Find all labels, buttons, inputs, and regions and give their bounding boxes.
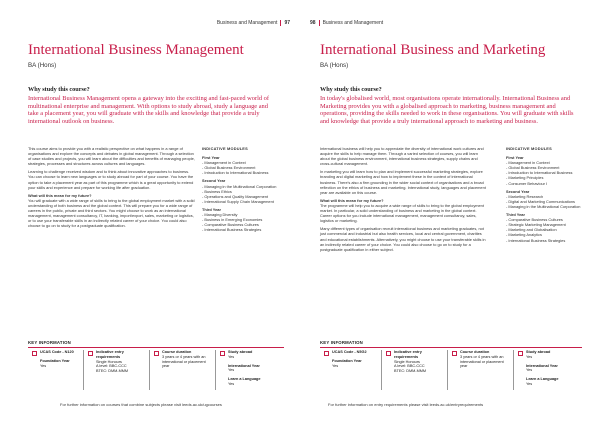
career-text: Many different types of organisation recruit international business and marketing graduates, not just commercial and industrial but also health services, local and central government, charities and educational establishments. Alternatively, you might choose to use your transferable skills in an indirectly related career of your choice. You could also choose to go on to study for a postgraduate qualification in either subject. [320, 226, 486, 252]
modules-list [506, 146, 588, 243]
course-subtitle: BA (Hons) [28, 62, 57, 69]
box-label: Course duration [460, 350, 490, 354]
ucas-code: UCAS Code - N5G2 [332, 350, 367, 354]
career-text: You will graduate with a wide range of skills to bring to the global employment market with a solid understanding of both business and the global context. This will prepare you for a wide range of careers in the public, private and third sectors. You might choose to work as an international management, management consultancy, IT, banking, import/export, sales, marketing or logistics, or to use your transferable skills in an indirectly related career of your choice. You could also choose to go on to study for a postgraduate qualification. [28, 197, 195, 229]
module-item: - Business in Emerging Economies [202, 217, 263, 223]
key-info-rule [320, 347, 582, 348]
box-line: International Year [526, 363, 558, 368]
module-year: Third Year [202, 206, 221, 212]
module-item: - Global Business Environment [202, 165, 256, 171]
box-line: A level: BBC-CCC [394, 364, 425, 369]
checkbox-icon [386, 351, 391, 356]
module-year: First Year [202, 155, 220, 161]
body-paragraph: This course aims to provide you with a realistic perspective on what happens in a range of organisations and explore the concepts and debates in global management. Through a selection of case studies and projects, you will learn about the difficulties and benefits of managing people, strategies, processes and structures across cultures and languages. [28, 146, 195, 167]
checkbox-icon [518, 351, 523, 356]
module-item: - Marketing Research [506, 193, 544, 199]
module-year: First Year [506, 155, 524, 161]
module-item: - Management in Context [202, 160, 246, 166]
key-info-rule [28, 347, 284, 348]
intro-text: In today's globalised world, most organisations operate internationally. International Business and Marketing provides you with a globalised approach to marketing, business management and operations, providing the skills needed to work in these organisations. You will graduate with skills and knowledge that provide a truly international approach to marketing and business. [320, 95, 574, 125]
header-section: Business and Management [216, 20, 278, 26]
checkbox-icon [324, 351, 329, 356]
career-heading: What will this mean for my future? [320, 197, 384, 203]
box-label: Course duration [162, 350, 192, 354]
page-number: 98 [310, 20, 316, 26]
box-line: 3 years or 4 years with an international or placement year [460, 354, 504, 369]
box-line: Learn a Language [526, 377, 559, 382]
module-year: Second Year [202, 178, 226, 184]
box-line: Yes [40, 363, 47, 368]
course-subtitle: BA (Hons) [320, 62, 349, 69]
module-item: - Consumer Behaviour I [506, 180, 548, 186]
module-item: - Managing in the Multinational Corporation [202, 183, 277, 189]
module-item: - Marketing Principles [506, 175, 544, 181]
module-item: - Comparative Business Cultures [202, 222, 259, 228]
module-item: - Introduction to International Business [506, 170, 573, 176]
key-info-boxes [28, 350, 284, 390]
key-info-heading: KEY INFORMATION [320, 340, 363, 345]
box-line: Yes [526, 368, 533, 373]
module-item: - Marketing and Globalisation [506, 227, 557, 233]
module-item: - Operations and Quality Management [202, 193, 268, 199]
box-label: Study abroad [228, 350, 253, 354]
module-item: - Digital and Marketing Communications [506, 198, 575, 204]
footer-note: For further information on entry requirements please visit leeds.ac.uk/entryrequirements [328, 402, 484, 407]
header-divider [280, 20, 281, 26]
module-year: Third Year [506, 212, 525, 218]
career-text: The programme will help you to acquire a wide range of skills to bring to the global employment market. In particular, a solid understanding of business and marketing in the global context. Career options for you include international management, management consultancy, sales, logistics or marketing. [320, 202, 484, 224]
checkbox-icon [220, 351, 225, 356]
intro-text: International Business Management opens a gateway into the exciting and fast-paced world of multinational enterprise and management. With options to study abroad, study a language and take a placement year, you will graduate with the skills and knowledge that provide a truly international outlook on business. [28, 95, 269, 125]
module-item: - Managing in the Multinational Corporation [506, 203, 581, 209]
box-line: 3 years or 4 years with an international or placement year [162, 354, 206, 369]
checkbox-icon [452, 351, 457, 356]
box-line: Yes [332, 363, 339, 368]
box-line: BTEC: DMM-MMM [96, 369, 129, 374]
ucas-box [28, 350, 84, 390]
study-abroad-box [514, 350, 580, 390]
checkbox-icon [154, 351, 159, 356]
box-line: Learn a Language [228, 377, 261, 382]
duration-box [150, 350, 216, 390]
ucas-code: UCAS Code - N120 [40, 350, 74, 354]
body-text [320, 146, 486, 255]
module-item: - Marketing Analytics [506, 232, 542, 238]
module-item: - International Business Strategies [506, 237, 566, 243]
page-header [217, 20, 290, 26]
key-info-heading: KEY INFORMATION [28, 340, 71, 345]
modules-heading: INDICATIVE MODULES [202, 146, 248, 151]
study-abroad-box [216, 350, 284, 390]
why-heading: Why study this course? [28, 86, 90, 93]
header-section: Business and Management [322, 20, 384, 26]
module-item: - Introduction to International Business [202, 170, 269, 176]
header-divider [319, 20, 320, 26]
checkbox-icon [32, 351, 37, 356]
box-line: Single Honours [394, 359, 420, 364]
box-label: Indicative entry requirements [96, 350, 124, 359]
box-line: Single Honours [96, 359, 122, 364]
body-paragraph: Learning to challenge received wisdom and to think about innovative approaches to business. You can choose to learn new languages or to study abroad for part of your course. You have the option to take a placement year as part of this programme which is a great opportunity to extend your skills and experience and prepare for working life after graduation. [28, 169, 194, 190]
module-item: - Management in Context [506, 160, 550, 166]
duration-box [448, 350, 514, 390]
course-title: International Business Management [28, 42, 244, 58]
ucas-box [320, 350, 382, 390]
module-year: Second Year [506, 188, 530, 194]
footer-note: For further information on courses that combine subjects please visit leeds.ac.uk/ugcourses [60, 402, 222, 407]
right-page [300, 0, 600, 428]
why-heading: Why study this course? [320, 86, 382, 93]
box-label: Indicative entry requirements [394, 350, 422, 359]
box-line: Foundation Year [332, 358, 362, 363]
modules-list [202, 146, 286, 232]
module-item: - International Supply Chain Management [202, 198, 274, 204]
box-line: International Year [228, 363, 260, 368]
modules-heading: INDICATIVE MODULES [506, 146, 552, 151]
page-header [310, 20, 383, 26]
module-item: - Strategic Marketing Management [506, 222, 566, 228]
box-line: BTEC: DMM-MMM [394, 369, 427, 374]
entry-box [382, 350, 448, 390]
body-text [28, 146, 196, 231]
body-paragraph: International business will help you to appreciate the diversity of international work cultures and acquire the skills to help manage them. Through a varied selection of courses, you will learn about the global business environment, international business strategies, supply chains and cross-cultural management. [320, 146, 484, 167]
box-line: Yes [526, 381, 533, 386]
box-line: A level: BBC-CCC [96, 364, 127, 369]
box-line: Yes [228, 381, 235, 386]
box-line: Foundation Year [40, 358, 70, 363]
body-paragraph: In marketing you will learn how to plan and implement successful marketing strategies, explore branding and digital marketing and how to implement these in the context of international business. There's also a firm grounding in the wider social context of organisations and a broad reflection on the ethics of business and marketing. International study, languages and placement year are available on this course. [320, 169, 486, 195]
checkbox-icon [88, 351, 93, 356]
career-heading: What will this mean for my future? [28, 192, 92, 198]
page-number: 97 [284, 20, 290, 26]
module-item: - Business Ethics [202, 188, 232, 194]
entry-box [84, 350, 150, 390]
module-item: - International Business Strategies [202, 227, 262, 233]
box-label: Study abroad [526, 350, 551, 354]
box-line: Yes [228, 368, 235, 373]
module-item: - Managing Diversity [202, 212, 238, 218]
key-info-boxes [320, 350, 580, 390]
module-item: - Global Business Environment [506, 165, 560, 171]
module-item: - Comparative Business Cultures [506, 217, 563, 223]
box-line: Yes [526, 354, 533, 359]
box-line: Yes [228, 354, 235, 359]
course-title: International Business and Marketing [320, 42, 546, 58]
